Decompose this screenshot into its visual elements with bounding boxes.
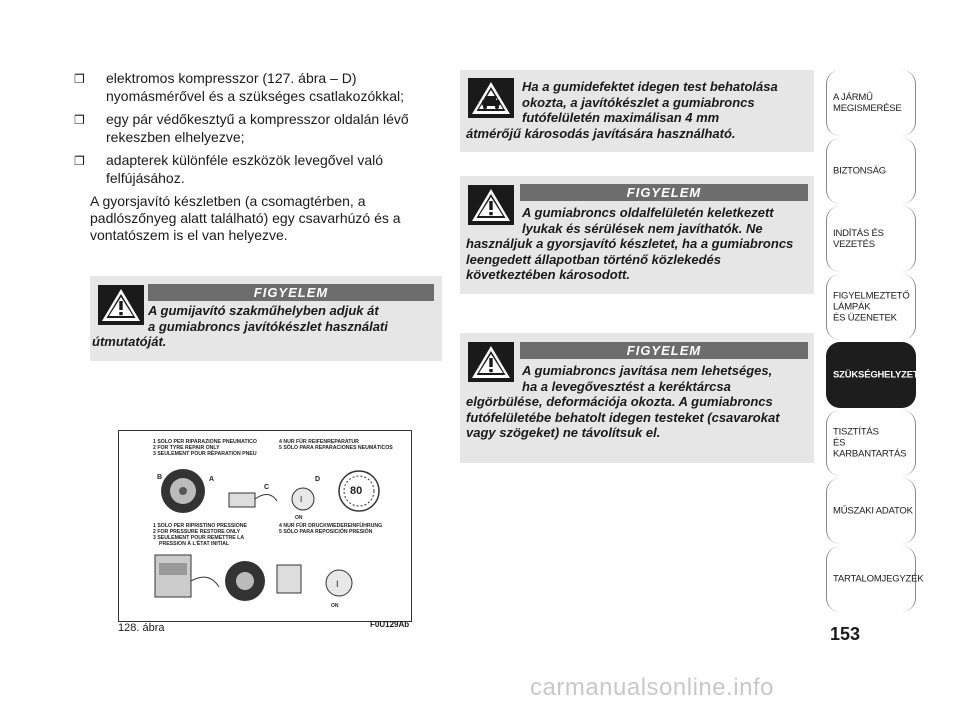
label-de-repair: 4 NUR FÜR REIFENREPARATUR [279,439,359,445]
figure-caption: 128. ábra [118,622,165,634]
label-en-pressure: 2 FOR PRESSURE RESTORE ONLY [153,529,241,535]
repair-kit-sticker-illustration [119,431,411,621]
tab-szukseghelyzetben[interactable]: SZÜKSÉGHELYZETBEN [826,342,916,408]
bullet-gloves: ❒ egy pár védőkesztyű a kompresszor oldalán lévő rekeszben elhelyezve; [74,111,409,145]
kit-paragraph: A gyorsjavító készletben (a csomagtérben, a padlószőnyeg alatt található) egy csavarhúzó és a vontatószem is el van helyezve. [90,193,401,243]
warning-header: FIGYELEM [148,284,434,301]
svg-text:C: C [264,484,270,491]
svg-text:D: D [315,476,321,483]
label-fr-pressure-2: PRESSION À L'ÉTAT INITIAL [159,541,230,547]
warning-header: FIGYELEM [520,184,808,201]
tab-inditas-es-vezetes[interactable]: INDÍTÁS ÉS VEZETÉS [826,206,916,272]
label-fr-repair: 3 SEULEMENT POUR RÉPARATION PNEU [153,451,257,457]
warning-box-rim-deformation [460,333,814,463]
warning-text: Ha a gumidefektet idegen test behatolása okozta, a javítókészlet a gumiabroncs futófelületén maximálisan 4 mm átmérőjű károsodás javítására használható. [466,79,778,141]
warning-text: A gumiabroncs javítása nem lehetséges, ha a levegővesztést a keréktárcsa elgörbülése, deformációja okozta. A gumiabroncs futófelületébe behatolt idegen testeket (csavarokat vagy szögeket) ne távolítsuk el. [466,363,780,440]
label-es-pressure: 5 SÓLO PARA REPOSICIÓN PRESIÓN [279,529,373,535]
bullet-adapters: ❒ adapterek különféle eszközök levegővel való felfújásához. [74,152,384,186]
page-number: 153 [830,624,861,644]
tab-figyelmezteto-lampak[interactable]: FIGYELMEZTETŐ LÁMPÁK ÉS ÜZENETEK [826,274,916,340]
tab-biztonsag[interactable]: BIZTONSÁG [826,138,916,204]
bullet-compressor: ❒ elektromos kompresszor (127. ábra – D) nyomásmérővel és a szükséges csatlakozókkal; [74,70,405,104]
figure-repair-kit-label [118,430,412,622]
left-text-column [74,70,440,250]
label-en-repair: 2 FOR TYRE REPAIR ONLY [153,445,220,451]
tab-tartalomjegyzek[interactable]: TARTALOMJEGYZÉK [826,546,916,612]
tab-tisztitas-karbantartas[interactable]: TISZTÍTÁS ÉS KARBANTARTÁS [826,410,916,476]
label-fr-pressure: 3 SEULEMENT POUR REMETTRE LA [153,535,245,541]
warning-box-foreign-object [460,70,814,152]
warning-box-workshop [90,276,442,361]
checkbox-bullet-icon: ❒ [74,154,85,168]
svg-text:I: I [336,579,339,589]
label-it-pressure: 1 SOLO PER RIPRISTINO PRESSIONE [153,523,247,529]
svg-text:I: I [300,495,303,504]
watermark: carmanualsonline.info [530,674,774,701]
label-es-repair: 5 SÓLO PARA REPARACIONES NEUMÁTICOS [279,445,393,451]
warning-header: FIGYELEM [520,342,808,359]
svg-text:B: B [157,474,163,481]
label-it-repair: 1 SOLO PER RIPARAZIONE PNEUMATICO [153,439,257,445]
warning-box-sidewall [460,176,814,294]
svg-text:80: 80 [350,485,363,497]
svg-text:A: A [209,476,215,483]
figure-code: F0U129Ab [370,620,410,629]
label-de-pressure: 4 NUR FÜR DRUCKWIEDEREINFÜHRUNG [279,523,383,529]
warning-text: A gumiabroncs oldalfelületén keletkezett lyukak és sérülések nem javíthatók. Ne használjuk a gyorsjavító készletet, ha a gumiabroncs leengedett állapotban történő közlekedés következtében károsodott. [466,205,794,282]
tab-jarmu-megismerese[interactable]: A JÁRMŰ MEGISMERÉSE [826,70,916,136]
warning-text: A gumijavító szakműhelyben adjuk át a gumiabroncs javítókészlet használati útmutatóját. [92,303,388,349]
checkbox-bullet-icon: ❒ [74,72,85,86]
checkbox-bullet-icon: ❒ [74,113,85,127]
speed-limit-sign [339,471,379,511]
svg-text:ON: ON [331,603,339,609]
svg-text:ON: ON [295,515,303,521]
tab-muszaki-adatok[interactable]: MŰSZAKI ADATOK [826,478,916,544]
